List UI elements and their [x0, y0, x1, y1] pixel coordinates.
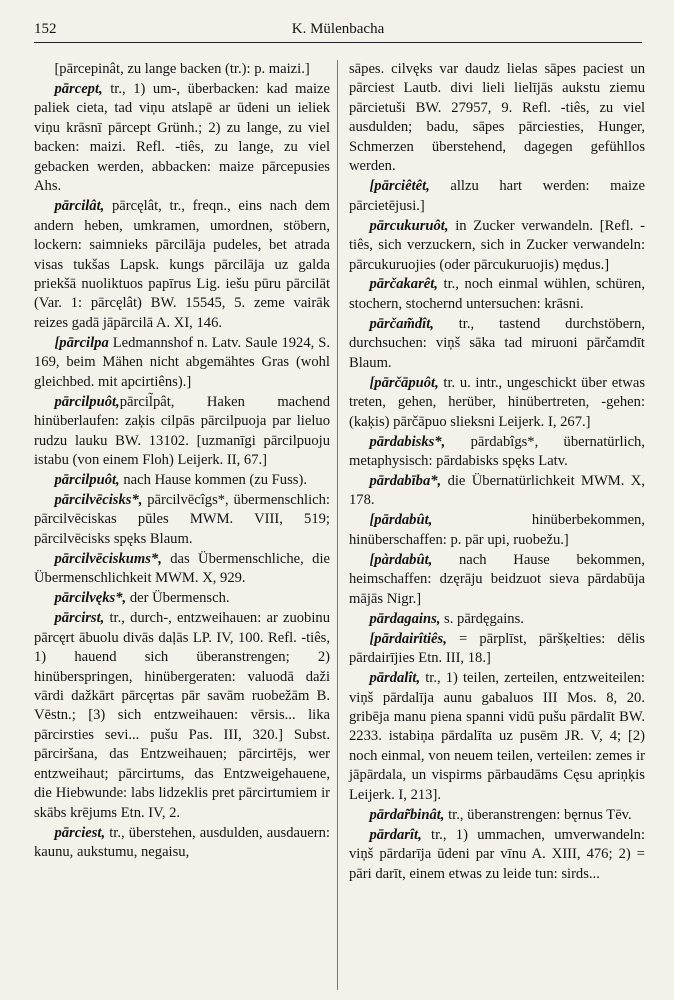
headword: pārčam̃dît,: [369, 315, 434, 332]
entry-text: tr., tastend durchstöbern, durchsuchen: viņš sāka tad miruoni pārčamdīt Blaum.: [349, 315, 645, 371]
entry-text: in Zucker verwandeln. [Refl. -tiês, sich verzuckern, sich in Zucker verwandeln: pārcukuruojies (oder pārcukuruojis) mędus.]: [349, 217, 645, 273]
headword: pārdabība*,: [369, 473, 442, 490]
dictionary-entry: [34, 589, 330, 608]
entry-text: tr., überstehen, ausdulden, ausdauern: kaunu, aukstumu, negaisu,: [34, 824, 330, 861]
page-header: [34, 16, 642, 43]
running-head: K. Mülenbacha: [291, 21, 385, 37]
entry-text: die Übernatürlichkeit MWM. X, 178.: [349, 473, 645, 509]
headword: [pārdabût,: [369, 512, 433, 529]
dictionary-entry: [34, 393, 330, 471]
entry-text: tr., noch einmal wühlen, schüren, stochern, stochernd untersuchen: krāsni.: [349, 276, 645, 312]
dictionary-entry: [34, 550, 330, 589]
entry-text: pārcil̃pât, Haken machend hinüberlaufen: zaķis cilpās pārcilpuoja par lieluo rudzu lauku BW. 13102. [uzmanīgi pārcilpuoju istabu (von einem Floh) Leijerk. II, 67.]: [34, 393, 330, 469]
entry-text: allzu hart werden: maize pārcietējusi.]: [349, 178, 645, 214]
headword: [pārčāpuôt,: [369, 374, 439, 391]
right-column: [349, 60, 645, 885]
entry-text: tr., durch-, entzweihauen: ar zuobinu pārcęrt ābuolu divās daļās LP. IV, 100. Refl. -tiês, 1) hauend sich überanstrengen; 2) hinüberspringen, hinübergeraten: valuodā daži vārdi dažkārt pārcęrtas pār savām ruobežām B. Vēstn.; [3) sich entzweihauen: vērsis... lika pārcirsties sevi... pušu Pas. III, 320.] Subst. pārciršana, das Entzweihauen; pārcirtējs, wer entzweihaut; pārcirtums, das Entzweigehauene, die Hiebwunde: labs lidzeklis pret pārcirtumiem ir skābs krējums Etn. IV, 2.: [34, 610, 330, 821]
dictionary-entry: [34, 609, 330, 823]
headword: [pārdairîtiês,: [369, 630, 447, 647]
dictionary-entry: [349, 275, 645, 314]
entry-text: nach Hause kommen (zu Fuss).: [119, 472, 307, 489]
dictionary-entry: [349, 826, 645, 884]
headword: pārcept,: [54, 80, 103, 97]
headword: pārcilvēciskums*,: [54, 550, 162, 567]
headword: pārdabisks*,: [369, 433, 446, 450]
dictionary-entry: [349, 472, 645, 511]
dictionary-entry: [34, 471, 330, 490]
headword: pārciest,: [54, 824, 106, 841]
headword: pārcilât,: [54, 198, 105, 215]
headword: pārcilpuôt,: [54, 393, 120, 410]
headword: pārdar̃binât,: [369, 806, 445, 823]
headword: pārdalît,: [369, 670, 421, 687]
entry-text: pārcilvēcîgs*, übermenschlich: pārcilvēciskas pūles MWM. VIII, 519; pārcilvēcisks spęks Blaum.: [34, 491, 330, 547]
left-column: [34, 60, 330, 863]
entry-text: nach Hause bekommen, heimschaffen: dzęrāju beidzuot sieva pārdabūja mājās Nigr.]: [349, 551, 645, 607]
entry-text: pārdabîgs*, übernatürlich, metaphysisch: pārdabisks spęks Latv.: [349, 433, 645, 470]
entry-text: [pārcepinât, zu lange backen (tr.): p. maizi.]: [54, 61, 310, 77]
dictionary-entry: [34, 80, 330, 197]
headword: pārcilpuôt,: [54, 472, 120, 489]
headword: pārdarît,: [369, 826, 422, 843]
dictionary-entry: [349, 433, 645, 472]
entry-text: = pārplīst, pāršķelties: dēlis pārdairījies Etn. III, 18.]: [349, 630, 645, 667]
dictionary-entry: [349, 630, 645, 669]
dictionary-entry: [349, 806, 645, 825]
dictionary-entry: [349, 217, 645, 275]
headword: [pārcilpa: [54, 334, 109, 351]
entry-text: tr., 1) um-, überbacken: kad maize paliek cieta, tad viņu atslapē ar ūdeni un ieliek viņu krāsnī pārcept Grünh.; 2) zu lange, zu viel backen: maizi. Refl. -tiês, zu lange, zu viel gebacken werden, abbacken: maize pārcepusies Ahs.: [34, 80, 330, 195]
column-divider: [337, 60, 338, 990]
headword: pārcirst,: [54, 610, 105, 627]
entry-text: s. pārdęgains.: [440, 610, 524, 627]
dictionary-entry: [34, 60, 330, 79]
entry-text: hinüberbekommen, hinüberschaffen: p. pār upi, ruobežu.]: [349, 512, 645, 548]
entry-text: tr., 1) teilen, zerteilen, entzweiteilen: viņš pārdalīja aunu gabaluos III Mos. 8, 20. gribēja manu piena spanni vidū pušu pārdalīt BW. 2233. istabiņa pārdalīta uz pusēm JR. V, 4; [2) noch einmal, von neuem teilen, verteilen: zemes ir jāpārdala, un vispirms pārbaudāms Cęsu apriņķis Leijerk. I, 213].: [349, 670, 645, 803]
headword: pārdagains,: [369, 610, 441, 627]
headword: [pārciêtêt,: [369, 178, 430, 195]
headword: pārcilvēcisks*,: [54, 491, 143, 508]
headword: pārcilvęks*,: [54, 590, 127, 607]
headword: pārcukuruôt,: [369, 217, 449, 234]
dictionary-entry: [349, 551, 645, 609]
page-number: 152: [34, 21, 57, 37]
headword: [pàrdabût,: [369, 551, 433, 568]
dictionary-entry: [349, 60, 645, 177]
dictionary-entry: [349, 669, 645, 805]
dictionary-entry: [34, 491, 330, 549]
entry-text: Ledmannshof n. Latv. Saule 1924, S. 169, beim Mähen nicht abgemähtes Gras (wohl gleichbed. mit apcirtiêns).]: [34, 334, 330, 390]
entry-text: sāpes. cilvęks var daudz lielas sāpes paciest un pārciest Lautb. divi lieli lielījās aukstu ziemu pārcietuši BW. 27957, 9. Refl. -tiês, zu viel ausdulden; badu, sāpes pārciesties, Hunger, Schmerzen überstehend, dagegen gefühllos werden.: [349, 61, 645, 175]
dictionary-entry: [349, 374, 645, 432]
dictionary-entry: [34, 197, 330, 333]
entry-text: pārcęlât, tr., freqn., eins nach dem andern heben, umkramen, umordnen, stöbern, lockern: saimnieks pārcilāja pudeles, bet atrada visas tukšas Lapsk. kungs pārcilāja uz galda priekšā nuoliktuos papīrus Lig. iešu pūru pārcilāt (Var. 1: pārcęlât) BW. 15545, 5. zeme vairāk reizes gadā jāpārcilā A. XI, 146.: [34, 198, 330, 331]
dictionary-entry: [349, 511, 645, 550]
entry-text: tr. u. intr., ungeschickt über etwas treten, gehen, herüber, hinübertreten, -gehen: (kaķis) pārčāpuo slieksni Leijerk. I, 267.]: [349, 374, 645, 430]
entry-text: der Übermensch.: [126, 590, 230, 607]
dictionary-entry: [34, 334, 330, 392]
dictionary-entry: [34, 824, 330, 863]
headword: pārčakarêt,: [369, 276, 438, 293]
entry-text: tr., 1) ummachen, umverwandeln: viņš pārdarīja ūdeni par vīnu A. XIII, 476; 2) = pāri darīt, einem etwas zu leide tun: sirds...: [349, 826, 645, 882]
dictionary-entry: [349, 315, 645, 373]
dictionary-entry: [349, 177, 645, 216]
entry-text: tr., überanstrengen: bęrnus Tēv.: [444, 806, 632, 823]
dictionary-entry: [349, 610, 645, 629]
entry-text: das Übermenschliche, die Übermenschlichkeit MWM. X, 929.: [34, 550, 330, 587]
